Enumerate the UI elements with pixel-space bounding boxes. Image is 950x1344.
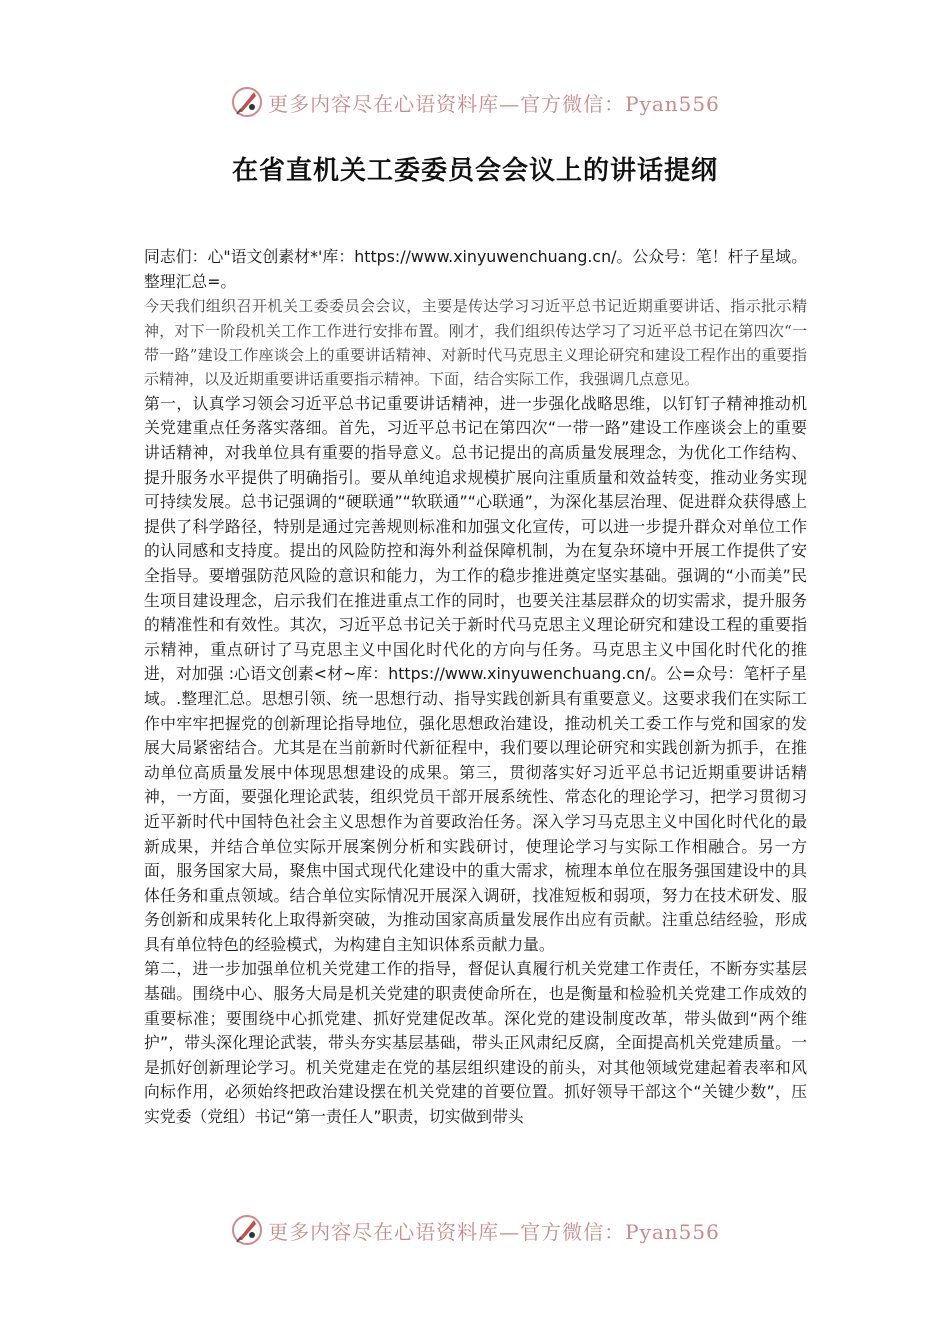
quill-logo-icon	[230, 85, 264, 119]
footer-banner	[0, 1210, 950, 1250]
header-banner	[0, 82, 950, 122]
paragraph-intro: 今天我们组织召开机关工委委员会会议，主要是传达学习习近平总书记近期重要讲话、指示批示精神，对下一阶段机关工作工作进行安排布置。刚才，我们组织传达学习了习近平总书记在第四次“一带一路”建设工作座谈会上的重要讲话精神、对新时代马克思主义理论研究和建设工程作出的重要指示精神，以及近期重要讲话重要指示精神。下面，结合实际工作，我强调几点意见。	[144, 297, 807, 389]
paragraph-greeting: 同志们：心"语文创素材*'库：https://www.xinyuwenchuang.cn/。公众号：笔！杆子星域。整理汇总=。	[144, 247, 807, 291]
banner-text: 更多内容尽在心语资料库—官方微信：Pyan556	[268, 1219, 720, 1244]
paragraph-second-point: 第二，进一步加强单位机关党建工作的指导，督促认真履行机关党建工作责任，不断夯实基层基础。围绕中心、服务大局是机关党建的职责使命所在，也是衡量和检验机关党建工作成效的重要标准；要围绕中心抓党建、抓好党建促改革。深化党的建设制度改革，带头做到“两个维护”，带头深化理论武装，带头夯实基层基础，带头正风肃纪反腐，全面提高机关党建质量。一是抓好创新理论学习。机关党建走在党的基层组织建设的前头，对其他领域党建起着表率和风向标作用，必须始终把政治建设摆在机关党建的首要位置。抓好领导干部这个“关键少数”，压实党委（党组）书记“第一责任人”职责，切实做到带头	[144, 959, 807, 1127]
banner-text: 更多内容尽在心语资料库—官方微信：Pyan556	[268, 91, 720, 116]
document-body	[144, 245, 807, 1130]
paragraph-first-point: 第一，认真学习领会习近平总书记重要讲话精神，进一步强化战略思维，以钉钉子精神推动机关党建重点任务落实落细。首先，习近平总书记在第四次“一带一路”建设工作座谈会上的重要讲话精神，对我单位具有重要的指导意义。总书记提出的高质量发展理念，为优化工作结构、提升服务水平提供了明确指引。要从单纯追求规模扩展向注重质量和效益转变，推动业务实现可持续发展。总书记强调的“硬联通”“软联通”“心联通”，为深化基层治理、促进群众获得感上提供了科学路径，特别是通过完善规则标准和加强文化宣传，可以进一步提升群众对单位工作的认同感和支持度。提出的风险防控和海外利益保障机制，为在复杂环境中开展工作提供了安全指导。要增强防范风险的意识和能力，为工作的稳步推进奠定坚实基础。强调的“小而美”民生项目建设理念，启示我们在推进重点工作的同时，也要关注基层群众的切实需求，提升服务的精准性和有效性。其次，习近平总书记关于新时代马克思主义理论研究和建设工程的重要指示精神，重点研讨了马克思主义中国化时代化的方向与任务。马克思主义中国化时代化的推进，对加强 :心语文创素<材~库：https://www.xinyuwenchuang.cn/。公=众号：笔杆子星域。.整理汇总。思想引领、统一思想行动、指导实践创新具有重要意义。这要求我们在实际工作中牢牢把握党的创新理论指导地位，强化思想政治建设，推动机关工委工作与党和国家的发展大局紧密结合。尤其是在当前新时代新征程中，我们要以理论研究和实践创新为抓手，在推动单位高质量发展中体现思想建设的成果。第三，贯彻落实好习近平总书记近期重要讲话精神，一方面，要强化理论武装，组织党员干部开展系统性、常态化的理论学习，把学习贯彻习近平新时代中国特色社会主义思想作为首要政治任务。深入学习马克思主义中国化时代化的最新成果，并结合单位实际开展案例分析和实践研讨，使理论学习与实际工作相融合。另一方面，服务国家大局，聚焦中国式现代化建设中的重大需求，梳理本单位在服务强国建设中的具体任务和重点领域。结合单位实际情况开展深入调研，找准短板和弱项，努力在技术研发、服务创新和成果转化上取得新突破，为推动国家高质量发展作出应有贡献。注重总结经验，形成具有单位特色的经验模式，为构建自主知识体系贡献力量。	[144, 393, 807, 954]
quill-logo-icon	[230, 1213, 264, 1247]
document-title: 在省直机关工委委员会会议上的讲话提纲	[231, 156, 718, 186]
